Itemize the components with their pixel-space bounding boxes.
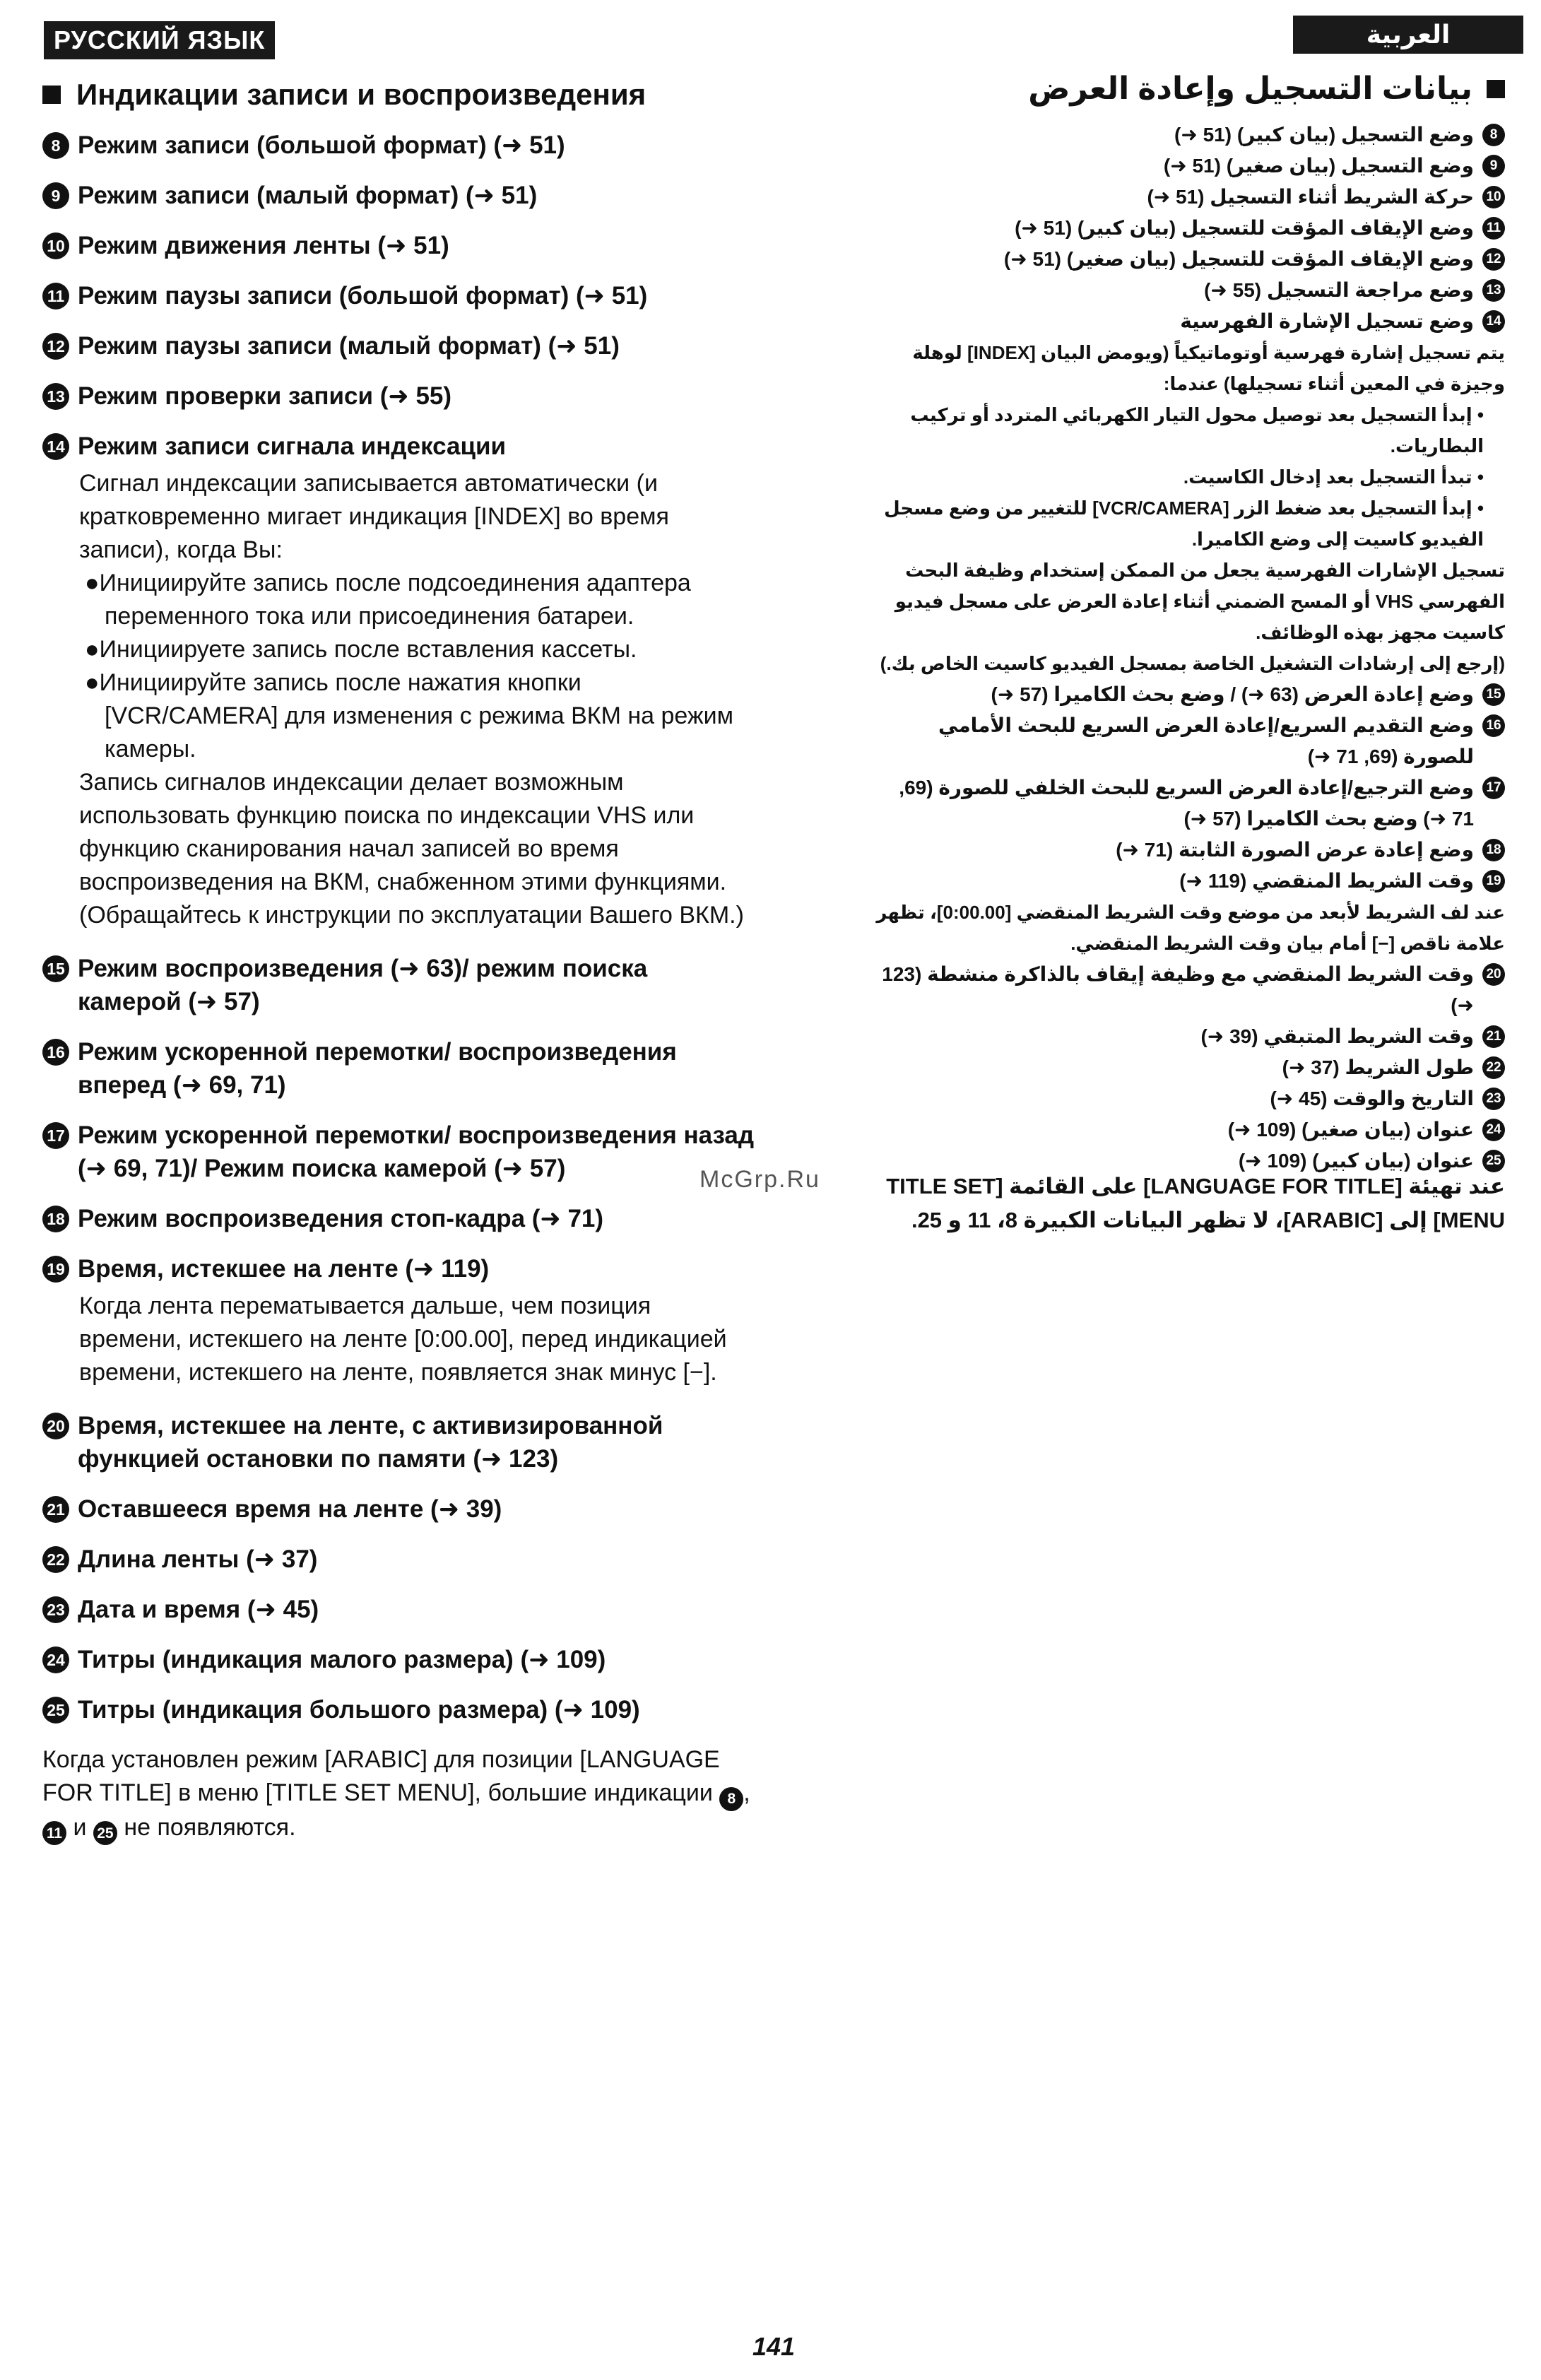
circled-number-icon: 15 (1482, 683, 1505, 706)
list-item: 9 Режим записи (малый формат) (➜ 51) (42, 179, 756, 212)
list-item: 24 عنوان (بيان صغير) (109 ➜) (876, 1114, 1505, 1145)
circled-number-icon: 21 (42, 1496, 69, 1523)
list-item: 22 Длина ленты (➜ 37) (42, 1543, 756, 1576)
circled-number-icon: 22 (42, 1546, 69, 1573)
circled-number-icon: 19 (1482, 870, 1505, 892)
circled-number-icon: 25 (42, 1697, 69, 1724)
list-item: 25 عنوان (بيان كبير) (109 ➜) (876, 1145, 1505, 1177)
circled-number-icon: 17 (42, 1122, 69, 1149)
circled-number-icon: 13 (1482, 279, 1505, 302)
circled-number-icon: 8 (42, 132, 69, 159)
circled-number-icon: 11 (42, 283, 69, 310)
arabic-heading: بيانات التسجيل وإعادة العرض (876, 71, 1505, 107)
circled-number-icon: 25 (1482, 1150, 1505, 1172)
circled-number-icon: 12 (42, 333, 69, 360)
circled-number-icon: 22 (1482, 1056, 1505, 1079)
bullet-item: ●Инициируйте запись после нажатия кнопки [VCR/CAMERA] для изменения с режима ВКМ на режим камеры. (85, 669, 734, 762)
circled-number-icon: 15 (42, 955, 69, 982)
circled-number-icon: 8 (719, 1787, 743, 1811)
list-item: 13 وضع مراجعة التسجيل (55 ➜) (876, 275, 1505, 306)
circled-number-icon: 10 (42, 232, 69, 259)
bullet-item: ●Инициируете запись после вставления кассеты. (85, 636, 637, 663)
list-item: 8 وضع التسجيل (بيان كبير) (51 ➜) (876, 119, 1505, 151)
list-item: 17 Режим ускоренной перемотки/ воспроизведения назад (➜ 69, 71)/ Режим поиска камерой (➜ 57) (42, 1119, 756, 1185)
circled-number-icon: 9 (42, 182, 69, 209)
list-item: 24 Титры (индикация малого размера) (➜ 109) (42, 1643, 756, 1676)
circled-number-icon: 17 (1482, 777, 1505, 799)
circled-number-icon: 19 (42, 1256, 69, 1283)
list-item: 18 وضع إعادة عرض الصورة الثابتة (71 ➜) (876, 835, 1505, 866)
item-description: Когда лента перематывается дальше, чем позиция времени, истекшего на ленте [0:00.00], перед индикацией времени, истекшего на ленте, появляется знак минус [−]. (79, 1292, 727, 1386)
item-description: عند لف الشريط لأبعد من موضع وقت الشريط المنقضي [0:00.00]، تظهر علامة ناقص [−] أمام بيان وقت الشريط المنقضي. (876, 902, 1505, 954)
russian-heading: Индикации записи и воспроизведения (42, 78, 756, 112)
list-item: 14 Режим записи сигнала индексации (42, 430, 756, 463)
square-bullet-icon (42, 86, 61, 104)
circled-number-icon: 11 (1482, 217, 1505, 240)
circled-number-icon: 24 (1482, 1119, 1505, 1141)
list-item: 15 وضع إعادة العرض (63 ➜) / وضع بحث الكاميرا (57 ➜) (876, 679, 1505, 710)
circled-number-icon: 23 (42, 1596, 69, 1623)
circled-number-icon: 12 (1482, 248, 1505, 271)
arabic-column (876, 71, 1505, 1177)
russian-footnote: Когда установлен режим [ARABIC] для позиции [LANGUAGE FOR TITLE] в меню [TITLE SET MENU], большие индикации 8 , 11 и 25 не появляются. (42, 1743, 756, 1845)
circled-number-icon: 14 (42, 433, 69, 460)
list-item: 11 وضع الإيقاف المؤقت للتسجيل (بيان كبير) (51 ➜) (876, 213, 1505, 244)
list-item: 25 Титры (индикация большого размера) (➜ 109) (42, 1693, 756, 1726)
circled-number-icon: 16 (42, 1039, 69, 1066)
list-item: 20 وقت الشريط المنقضي مع وظيفة إيقاف بالذاكرة منشطة (123 ➜) (876, 959, 1505, 1021)
list-item: 17 وضع الترجيع/إعادة العرض السريع للبحث الخلفي للصورة (69, 71 ➜) وضع بحث الكاميرا (57 ➜) (876, 772, 1505, 835)
item-description: (إرجع إلى إرشادات التشغيل الخاصة بمسجل الفيديو كاسيت الخاص بك.) (880, 653, 1505, 674)
language-tab-arabic: العربية (1293, 16, 1523, 54)
list-item: 11 Режим паузы записи (большой формат) (➜ 51) (42, 279, 756, 312)
bullet-item: • تبدأ التسجيل بعد إدخال الكاسيت. (1183, 466, 1484, 488)
list-item: 9 وضع التسجيل (بيان صغير) (51 ➜) (876, 151, 1505, 182)
list-item: 12 Режим паузы записи (малый формат) (➜ 51) (42, 329, 756, 363)
circled-number-icon: 25 (93, 1821, 117, 1845)
list-item: 8 Режим записи (большой формат) (➜ 51) (42, 129, 756, 162)
bullet-item: • إبدأ التسجيل بعد توصيل محول التيار الكهربائي المتردد أو تركيب البطاريات. (910, 404, 1484, 456)
item-description: يتم تسجيل إشارة فهرسية أوتوماتيكياً (ويومض البيان [INDEX] لوهلة وجيزة في المعين أثناء تسجيلها) عندما: (912, 342, 1505, 394)
circled-number-icon: 24 (42, 1646, 69, 1673)
bullet-item: • إبدأ التسجيل بعد ضغط الزر [VCR/CAMERA] للتغيير من وضع مسجل الفيديو كاسيت إلى وضع الكاميرا. (884, 497, 1484, 550)
item-description: تسجيل الإشارات الفهرسية يجعل من الممكن إستخدام وظيفة البحث الفهرسي VHS أو المسح الضمني أثناء إعادة العرض على مسجل فيديو كاسيت مجهز بهذه الوظائف. (895, 560, 1505, 643)
watermark: McGrp.Ru (699, 1166, 820, 1193)
list-item: 22 طول الشريط (37 ➜) (876, 1052, 1505, 1083)
circled-number-icon: 20 (42, 1413, 69, 1439)
circled-number-icon: 13 (42, 383, 69, 410)
list-item: 10 Режим движения ленты (➜ 51) (42, 229, 756, 262)
list-item: 20 Время, истекшее на ленте, с активизированной функцией остановки по памяти (➜ 123) (42, 1409, 756, 1475)
circled-number-icon: 16 (1482, 714, 1505, 737)
list-item: 10 حركة الشريط أثناء التسجيل (51 ➜) (876, 182, 1505, 213)
circled-number-icon: 14 (1482, 310, 1505, 333)
circled-number-icon: 11 (42, 1821, 66, 1845)
bullet-item: ●Инициируйте запись после подсоединения адаптера переменного тока или присоединения батареи. (85, 570, 691, 630)
list-item: 16 Режим ускоренной перемотки/ воспроизведения вперед (➜ 69, 71) (42, 1035, 756, 1102)
list-item: 19 Время, истекшее на ленте (➜ 119) (42, 1252, 756, 1285)
circled-number-icon: 18 (42, 1206, 69, 1232)
russian-column (42, 78, 756, 1845)
circled-number-icon: 23 (1482, 1088, 1505, 1110)
list-item: 18 Режим воспроизведения стоп-кадра (➜ 71) (42, 1202, 756, 1235)
list-item: 15 Режим воспроизведения (➜ 63)/ режим поиска камерой (➜ 57) (42, 952, 756, 1018)
list-item: 21 Оставшееся время на ленте (➜ 39) (42, 1492, 756, 1526)
circled-number-icon: 20 (1482, 963, 1505, 986)
list-item: 19 وقت الشريط المنقضي (119 ➜) (876, 866, 1505, 897)
list-item: 21 وقت الشريط المتبقي (39 ➜) (876, 1021, 1505, 1052)
list-item: 23 Дата и время (➜ 45) (42, 1593, 756, 1626)
list-item: 13 Режим проверки записи (➜ 55) (42, 379, 756, 413)
circled-number-icon: 9 (1482, 155, 1505, 177)
list-item: 16 وضع التقديم السريع/إعادة العرض السريع للبحث الأمامي للصورة (69, 71 ➜) (876, 710, 1505, 772)
language-tab-russian: РУССКИЙ ЯЗЫК (44, 21, 275, 59)
page-number: 141 (752, 2332, 796, 2361)
arabic-footnote: عند تهيئة [LANGUAGE FOR TITLE] على القائمة [TITLE SET MENU] إلى [ARABIC]، لا تظهر البيانات الكبيرة 8، 11 و 25. (886, 1174, 1505, 1232)
list-item: 12 وضع الإيقاف المؤقت للتسجيل (بيان صغير) (51 ➜) (876, 244, 1505, 275)
list-item: 14 وضع تسجيل الإشارة الفهرسية (876, 306, 1505, 337)
item-description: Сигнал индексации записывается автоматически (и кратковременно мигает индикация [INDEX] во время записи), когда Вы: ●Инициируйте запись после подсоединения адаптера переменного тока или присоединения батареи. ●Инициируете запись после вставления кассеты. ●Инициируйте запись после нажатия кнопки [VCR/CAMERA] для изменения с режима ВКМ на режим камеры. Запись сигналов индексации делает возможным использовать функцию поиска по индексации VHS или функцию сканирования начал записей во время воспроизведения на ВКМ, снабженном этими функциями. (Обращайтесь к инструкции по эксплуатации Вашего ВКМ.) (42, 467, 756, 932)
list-item: 23 التاريخ والوقت (45 ➜) (876, 1083, 1505, 1114)
circled-number-icon: 8 (1482, 124, 1505, 146)
circled-number-icon: 21 (1482, 1025, 1505, 1048)
circled-number-icon: 10 (1482, 186, 1505, 208)
circled-number-icon: 18 (1482, 839, 1505, 861)
square-bullet-icon (1487, 80, 1505, 98)
